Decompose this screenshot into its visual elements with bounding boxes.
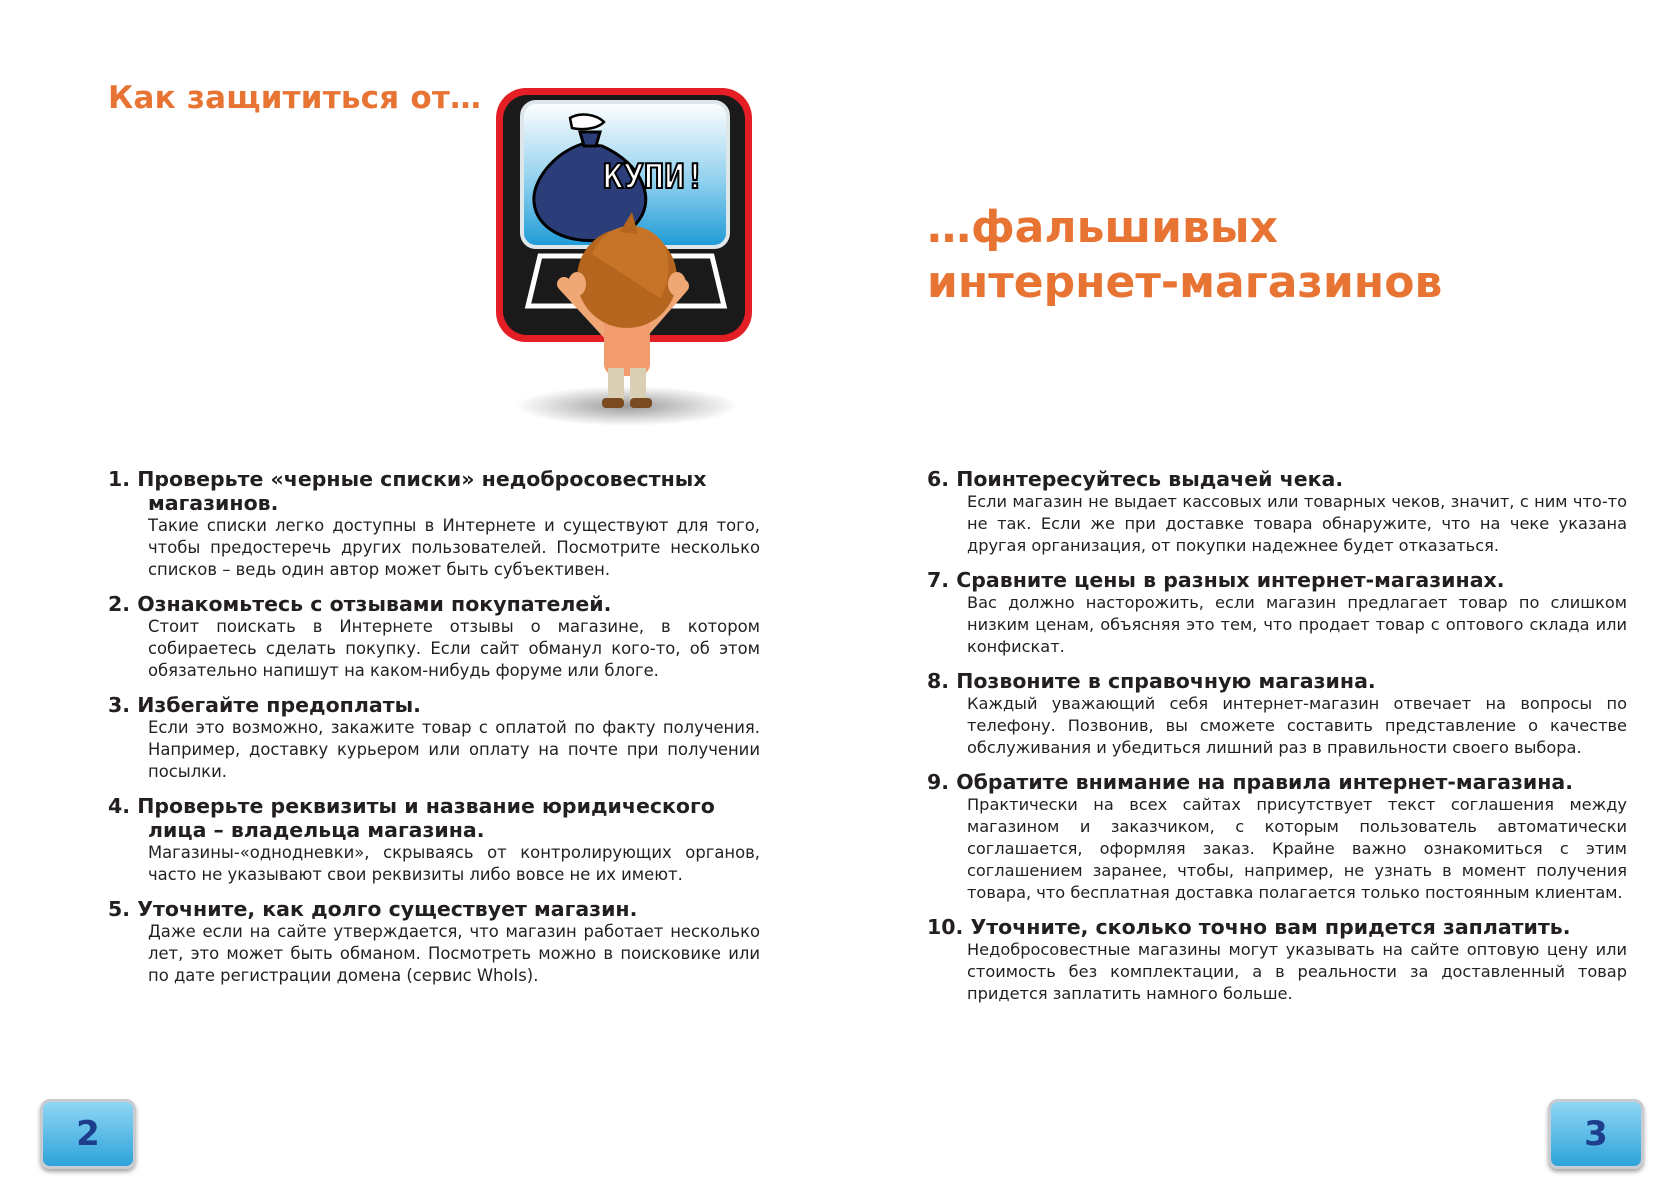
tip-text: Такие списки легко доступны в Интернете и существуют для того, чтобы предостеречь других пользователей. Посмотрите несколько списков – ведь один автор может быть субъективен. [148, 516, 760, 579]
tip-heading: 2. Ознакомьтесь с отзывами покупателей. [108, 592, 612, 616]
buy-banner-text: КУПИ! [602, 157, 706, 197]
tip-text: Даже если на сайте утверждается, что магазин работает несколько лет, это может быть обманом. Посмотреть можно в поисковике или по дате регистрации домена (сервис WhoIs). [148, 922, 760, 985]
tip-text: Вас должно насторожить, если магазин предлагает товар по слишком низким ценам, объясняя это тем, что продает товар с оптового склада или конфискат. [967, 593, 1627, 656]
tip-heading: 6. Поинтересуйтесь выдачей чека. [927, 467, 1344, 491]
tip-heading: 1. Проверьте «черные списки» недобросовестных магазинов. [108, 467, 707, 515]
page-title [927, 200, 1442, 310]
tip-text: Стоит поискать в Интернете отзывы о магазине, в котором собираетесь сделать покупку. Если сайт обманул кого-то, об этом обязательно напишут на каком-нибудь форуме или блоге. [148, 617, 760, 680]
title-line-2: интернет-магазинов [927, 257, 1443, 308]
tips-list-left [108, 467, 760, 998]
illustration-fake-shop [492, 84, 762, 428]
tip-heading: 8. Позвоните в справочную магазина. [927, 669, 1376, 693]
tip-item [108, 897, 760, 987]
tip-item [927, 915, 1627, 1005]
tip-text: Каждый уважающий себя интернет-магазин отвечает на вопросы по телефону. Позвонив, вы сможете составить представление о качестве обслуживания и убедиться лишний раз в правильности своего выбора. [967, 694, 1627, 757]
tip-heading: 7. Сравните цены в разных интернет-магазинах. [927, 568, 1505, 592]
pre-title: Как защититься от… [108, 80, 482, 116]
tip-item [108, 693, 760, 783]
tip-heading: 10. Уточните, сколько точно вам придется заплатить. [927, 915, 1571, 939]
tip-heading: 5. Уточните, как долго существует магазин. [108, 897, 638, 921]
tip-item [108, 592, 760, 682]
tip-item [108, 467, 760, 581]
right-page [839, 0, 1678, 1190]
tip-heading: 3. Избегайте предоплаты. [108, 693, 421, 717]
tip-text: Если магазин не выдает кассовых или товарных чеков, значит, с ним что-то не так. Если же при доставке товара обнаружите, что на чеке указана другая организация, от покупки надежнее будет отказаться. [967, 492, 1627, 555]
tip-heading: 9. Обратите внимание на правила интернет-магазина. [927, 770, 1574, 794]
tip-text: Если это возможно, закажите товар с оплатой по факту получения. Например, доставку курьером или оплату на почте при получении посылки. [148, 718, 760, 781]
tip-item [927, 467, 1627, 557]
tip-item [927, 770, 1627, 904]
page-number-badge: 3 [1548, 1099, 1644, 1169]
tip-text: Недобросовестные магазины могут указывать на сайте оптовую цену или стоимость без комплектации, а в реальности за доставленный товар придется заплатить намного больше. [967, 940, 1627, 1003]
tip-heading: 4. Проверьте реквизиты и название юридического лица – владельца магазина. [108, 794, 715, 842]
tip-item [108, 794, 760, 886]
boy-at-computer-illustration [492, 84, 762, 428]
tip-text: Магазины-«однодневки», скрываясь от контролирующих органов, часто не указывают свои реквизиты либо вовсе не их имеют. [148, 843, 760, 884]
tip-item [927, 568, 1627, 658]
tip-item [927, 669, 1627, 759]
tip-text: Практически на всех сайтах присутствует текст соглашения между магазином и заказчиком, с которым пользователь автоматически соглашается, оформляя заказ. Крайне важно ознакомиться с этим соглашением заранее, чтобы, например, не узнать в момент получения товара, что бесплатная доставка полагается только постоянным клиентам. [967, 795, 1627, 902]
page-number-badge: 2 [40, 1099, 136, 1169]
tips-list-right [927, 467, 1627, 1016]
title-line-1: …фальшивых [927, 202, 1278, 253]
